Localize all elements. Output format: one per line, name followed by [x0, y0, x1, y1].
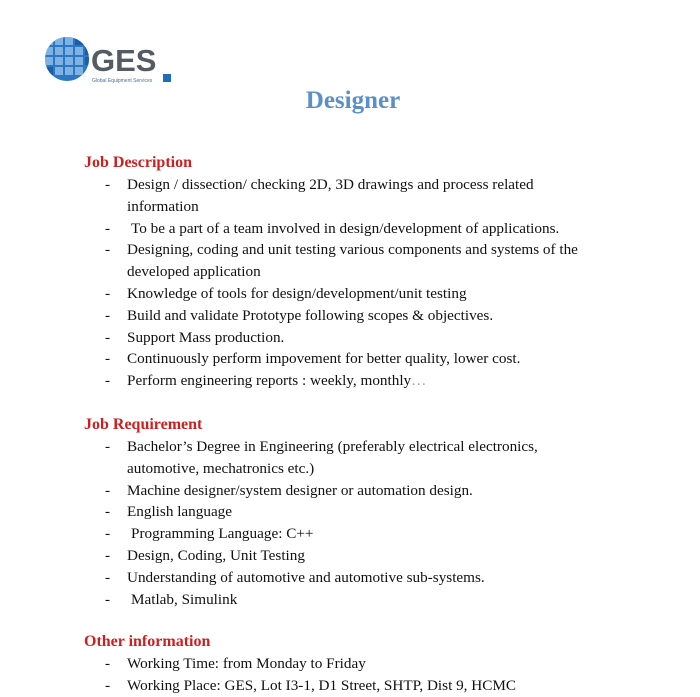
list-item	[84, 239, 602, 283]
section-heading: Job Requirement	[84, 416, 203, 433]
section-heading: Other information	[84, 633, 211, 650]
bullet-dash: -	[105, 503, 111, 521]
list-item-text: Machine designer/system designer or automation design.	[127, 481, 473, 499]
list-item	[84, 501, 602, 523]
bullet-dash: -	[105, 328, 111, 346]
list-item	[84, 370, 602, 392]
list-item	[84, 480, 602, 502]
bullet-dash: -	[105, 676, 111, 694]
logo-tagline: Global Equipment Services	[92, 78, 153, 84]
list-item	[84, 589, 602, 611]
logo-wordmark: GES	[91, 43, 157, 78]
bullet-dash: -	[105, 350, 111, 368]
bullet-dash: -	[105, 306, 111, 324]
bullet-dash: -	[105, 525, 111, 543]
list-item-text: Build and validate Prototype following scopes & objectives.	[127, 306, 494, 324]
bullet-dash: -	[105, 438, 111, 455]
bullet-dash: -	[105, 284, 111, 302]
list-item	[84, 675, 687, 697]
bullet-dash: -	[105, 590, 111, 608]
list-item	[84, 305, 602, 327]
globe-icon	[42, 34, 94, 84]
list-item	[84, 174, 602, 218]
list-item-text: Matlab, Simulink	[131, 590, 238, 608]
list-item-text: Working Time: from Monday to Friday	[127, 655, 366, 672]
list-item	[84, 567, 602, 589]
bullet-dash: -	[105, 372, 111, 390]
bullet-dash: -	[105, 241, 111, 259]
list-item	[84, 653, 602, 675]
list-item-text: Design, Coding, Unit Testing	[127, 546, 305, 564]
page-title: Designer	[305, 87, 401, 114]
job-requirement-list	[84, 436, 684, 610]
list-item-text: Working Place: GES, Lot I3-1, D1 Street, SHTP, Dist 9, HCMC	[127, 676, 516, 694]
list-item	[84, 523, 602, 545]
section-job-requirement	[84, 414, 684, 610]
list-item	[84, 327, 602, 349]
job-description-list	[84, 174, 684, 392]
other-information-list	[84, 653, 684, 697]
list-item-text: Knowledge of tools for design/development/unit testing	[127, 284, 467, 302]
list-item-text: Bachelor’s Degree in Engineering (preferably electrical electronics, automotive, mechatronics etc.)	[127, 438, 538, 477]
bullet-dash: -	[105, 546, 111, 564]
bullet-dash: -	[105, 219, 111, 237]
list-item-text: Programming Language: C++	[131, 525, 314, 543]
list-item	[84, 436, 602, 480]
list-item-text: Continuously perform impovement for better quality, lower cost.	[127, 350, 521, 368]
ellipsis-mark: …	[411, 372, 427, 390]
company-logo	[42, 34, 182, 94]
section-other-information	[84, 631, 684, 697]
bullet-dash: -	[105, 655, 111, 672]
list-item-text: Design / dissection/ checking 2D, 3D drawings and process related information	[127, 176, 534, 215]
list-item-text: Support Mass production.	[127, 328, 285, 346]
list-item	[84, 545, 602, 567]
bullet-dash: -	[105, 481, 111, 499]
list-item-text: English language	[127, 503, 233, 521]
list-item-text: Perform engineering reports : weekly, monthly	[127, 372, 412, 390]
section-job-description	[84, 152, 684, 392]
list-item-text: To be a part of a team involved in design/development of applications.	[131, 219, 560, 237]
list-item-text: Designing, coding and unit testing various components and systems of the developed application	[127, 241, 578, 281]
list-item	[84, 348, 602, 370]
bullet-dash: -	[105, 568, 111, 586]
list-item-text: Understanding of automotive and automotive sub-systems.	[127, 568, 485, 586]
logo-accent-square	[163, 74, 171, 82]
section-heading: Job Description	[84, 154, 192, 171]
bullet-dash: -	[105, 176, 111, 193]
list-item	[84, 283, 602, 305]
list-item	[84, 218, 602, 240]
